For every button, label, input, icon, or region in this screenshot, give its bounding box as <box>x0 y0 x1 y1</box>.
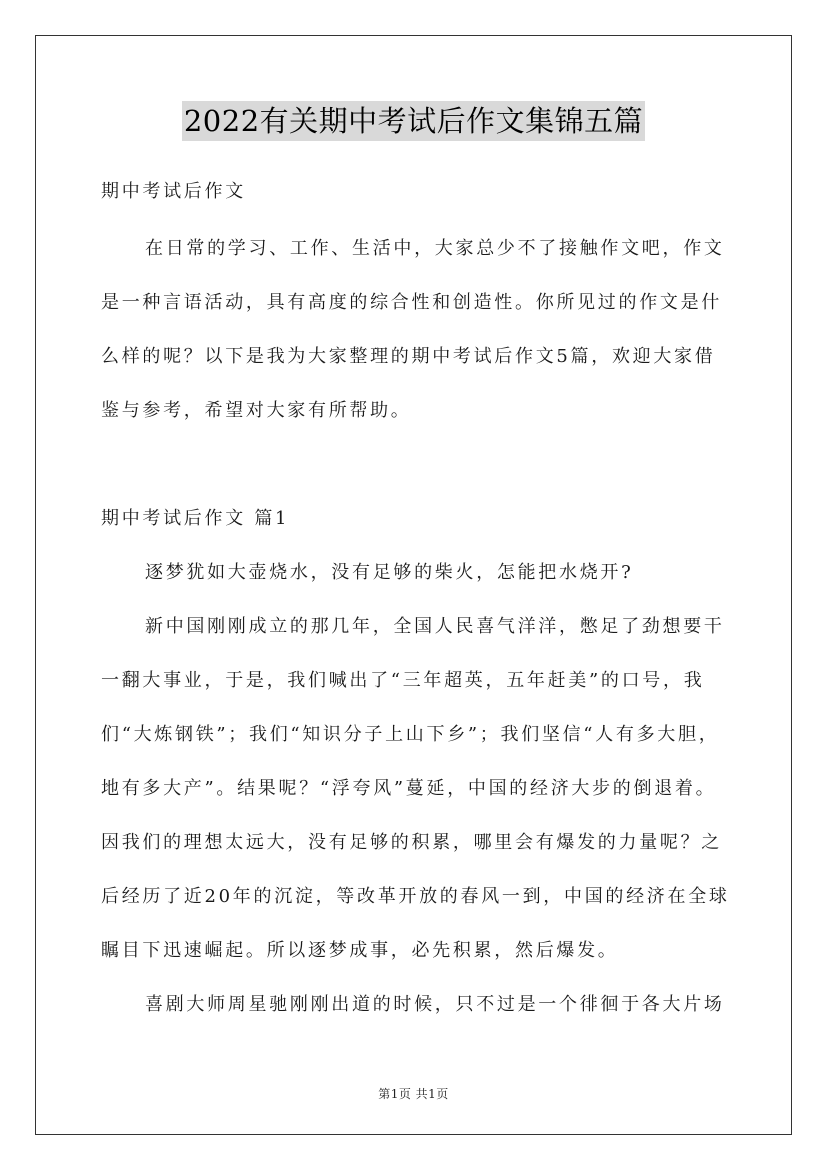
paragraph-line: 么样的呢？以下是我为大家整理的期中考试后作文5篇，欢迎大家借 <box>101 346 716 367</box>
paragraph-line: 在日常的学习、工作、生活中，大家总少不了接触作文吧，作文 <box>145 238 725 259</box>
paragraph-line: 们“大炼钢铁”；我们“知识分子上山下乡”；我们坚信“人有多大胆， <box>101 724 720 745</box>
document-title: 2022有关期中考试后作文集锦五篇 <box>182 101 645 141</box>
paragraph-line: 地有多大产”。结果呢？“浮夸风”蔓延，中国的经济大步的倒退着。 <box>101 778 717 799</box>
page-footer: 第1页 共1页 <box>378 1087 449 1101</box>
paragraph-line: 因我们的理想太远大，没有足够的积累，哪里会有爆发的力量呢？之 <box>101 832 722 853</box>
paragraph-line: 一翻大事业，于是，我们喊出了“三年超英，五年赶美”的口号，我 <box>101 670 705 691</box>
paragraph-line: 鉴与参考，希望对大家有所帮助。 <box>101 400 412 421</box>
title-wrap <box>0 101 827 141</box>
paragraph-line: 喜剧大师周星驰刚刚出道的时候，只不过是一个徘徊于各大片场 <box>145 994 725 1015</box>
paragraph-line: 新中国刚刚成立的那几年，全国人民喜气洋洋，憋足了劲想要干 <box>145 616 725 637</box>
paragraph-line: 是一种言语活动，具有高度的综合性和创造性。你所见过的作文是什 <box>101 292 722 313</box>
paragraph-line: 逐梦犹如大壶烧水，没有足够的柴火，怎能把水烧开? <box>145 562 634 583</box>
section-heading: 期中考试后作文 篇1 <box>101 508 290 529</box>
section-heading: 期中考试后作文 <box>101 181 246 202</box>
paragraph-line: 后经历了近20年的沉淀，等改革开放的春风一到，中国的经济在全球 <box>101 886 730 907</box>
paragraph-line: 瞩目下迅速崛起。所以逐梦成事，必先积累，然后爆发。 <box>101 940 619 961</box>
